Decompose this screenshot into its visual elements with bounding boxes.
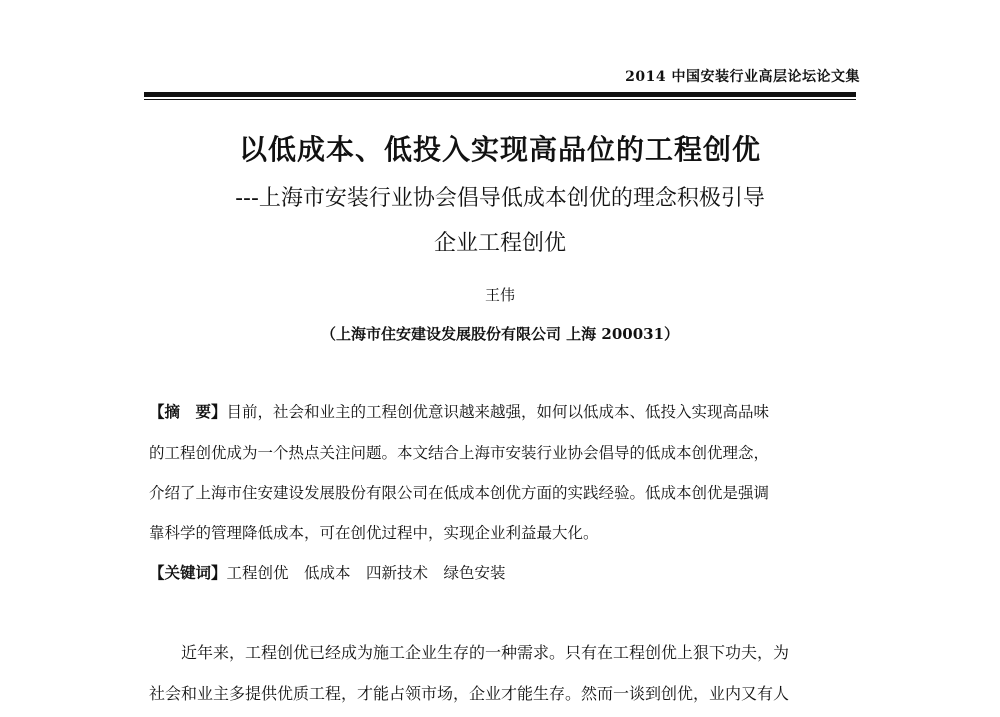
header-rule-thin: [144, 99, 856, 100]
keywords-line: [149, 563, 861, 583]
body-line: 近年来，工程创优已经成为施工企业生存的一种需求。只有在工程创优上狠下功夫，为: [149, 643, 790, 662]
body-line: 社会和业主多提供优质工程，才能占领市场，企业才能生存。然而一谈到创优，业内又有人: [149, 684, 790, 703]
abstract-text-1: 目前，社会和业主的工程创优意识越来越强，如何以低成本、低投入实现高品味: [226, 403, 770, 421]
abstract-line: 介绍了上海市住安建设发展股份有限公司在低成本创优方面的实践经验。低成本创优是强调: [149, 484, 770, 502]
running-title: 2014 中国安装行业高层论坛论文集: [625, 69, 860, 85]
header-rule-thick: [144, 92, 856, 97]
keywords-items: 工程创优 低成本 四新技术 绿色安装: [226, 564, 506, 582]
author-name: 王伟: [484, 286, 515, 304]
keywords-label: 【关键词】: [149, 563, 227, 582]
article-subtitle-line2: 企业工程创优: [433, 231, 566, 256]
abstract-label: 【摘 要】: [149, 402, 227, 421]
abstract-line: [149, 402, 861, 422]
abstract-line: 的工程创优成为一个热点关注问题。本文结合上海市安装行业协会倡导的低成本创优理念，: [149, 444, 770, 462]
article-title: 以低成本、低投入实现高品位的工程创优: [238, 133, 761, 166]
article-subtitle-line1: ---上海市安装行业协会倡导低成本创优的理念积极引导: [235, 186, 765, 211]
author-affiliation: （上海市住安建设发展股份有限公司 上海 200031）: [320, 325, 680, 343]
abstract-line: 靠科学的管理降低成本，可在创优过程中，实现企业利益最大化。: [149, 524, 599, 542]
